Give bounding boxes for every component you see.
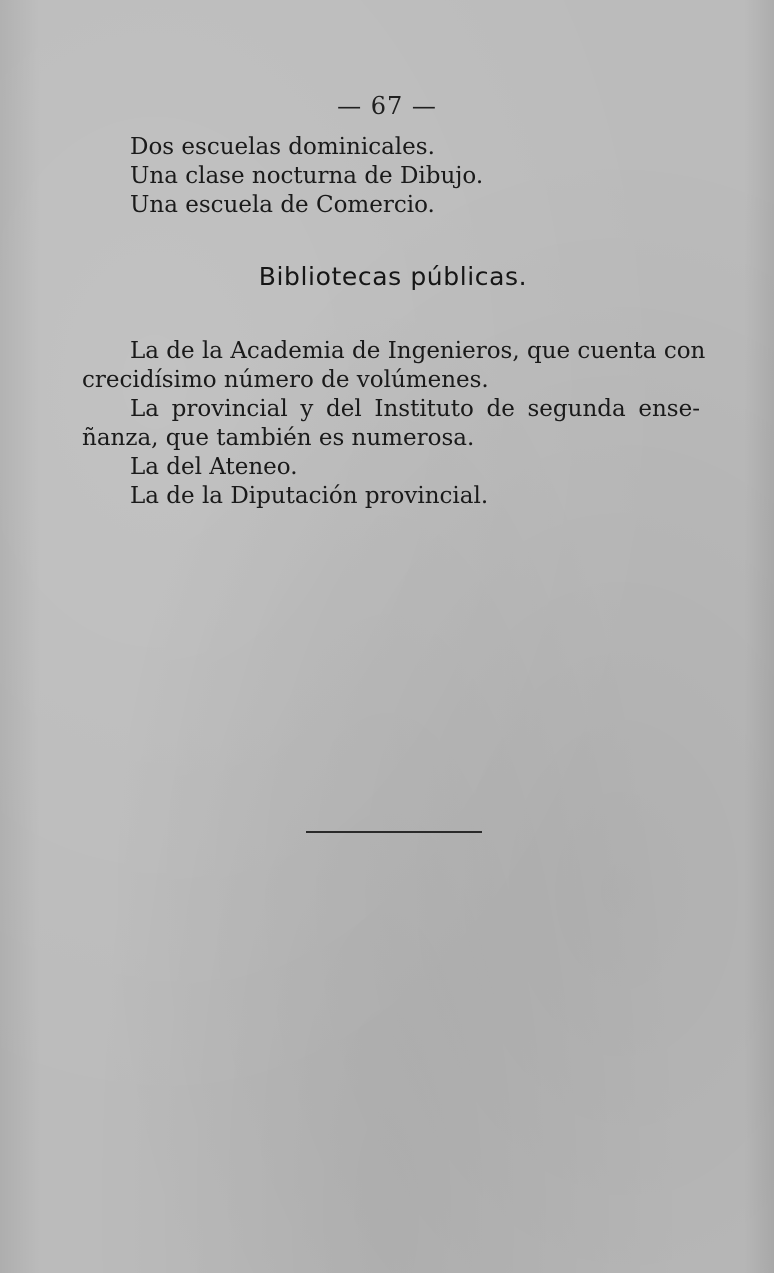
schools-line: Una clase nocturna de Dibujo. [130,163,484,189]
library-entry-diputacion: La de la Diputación provincial. [130,483,489,509]
library-entry-academia-line1: La de la Academia de Ingenieros, que cuenta con [130,338,706,364]
page-number: — 67 — [337,92,437,120]
schools-line: Una escuela de Comercio. [130,192,435,218]
libraries-list [82,337,706,511]
page-edge-shadow-right [744,0,774,1273]
page-edge-shadow-left [0,0,40,1273]
library-entry-provincial-line1: La provincial y del Instituto de segunda ense- [130,396,700,422]
schools-list [130,133,710,220]
schools-line: Dos escuelas dominicales. [130,134,435,160]
section-heading: Bibliotecas públicas. [258,262,528,291]
end-rule [306,831,482,833]
library-entry-provincial-line2: ñanza, que también es numerosa. [82,425,475,451]
library-entry-academia-line2: crecidísimo número de volúmenes. [82,367,489,393]
library-entry-ateneo: La del Ateneo. [130,454,298,480]
